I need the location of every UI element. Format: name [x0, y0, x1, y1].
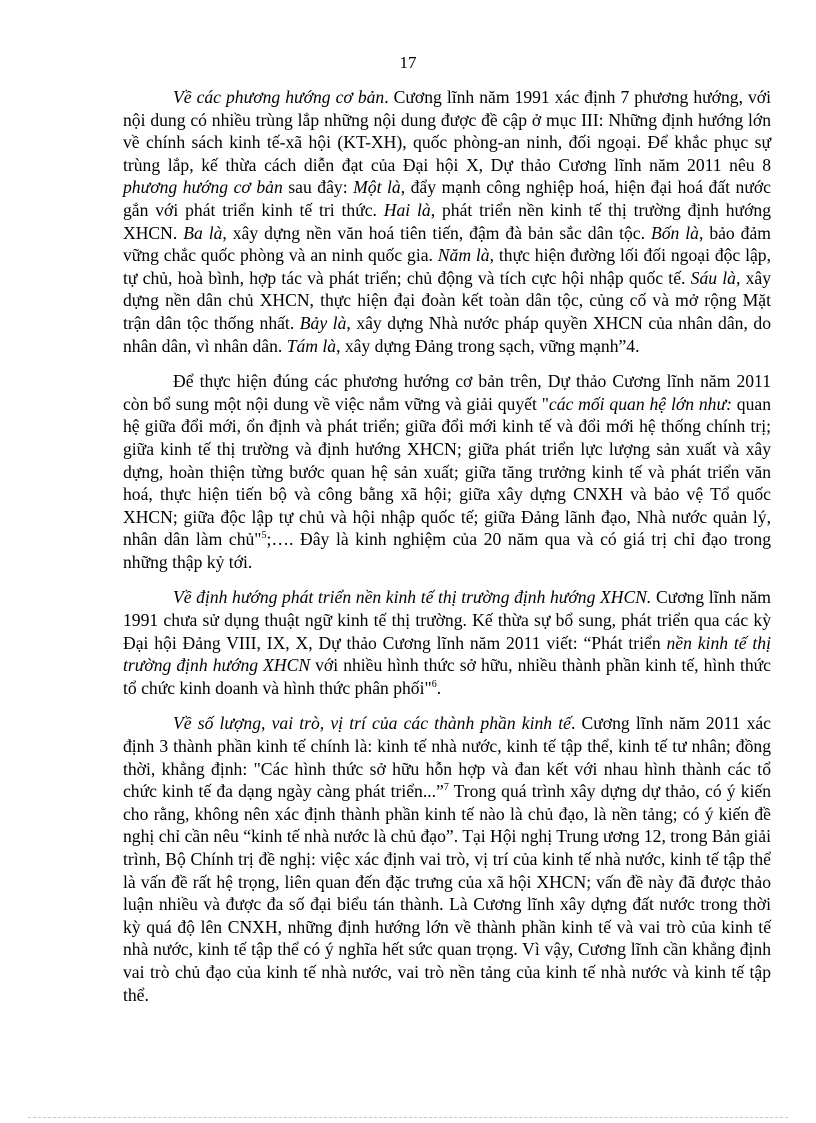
italic-text: Bốn là	[650, 222, 699, 243]
italic-text: nền kinh tế thị trường định hướng XHCN	[123, 632, 771, 676]
text-run: sau đây:	[282, 177, 354, 198]
italic-text: các mối quan hệ lớn như:	[548, 393, 732, 414]
document-body	[123, 86, 771, 1019]
italic-text: Năm là	[437, 245, 490, 266]
text-run: , xây dựng nền văn hoá tiên tiến, đậm đà bản sắc dân tộc.	[222, 222, 651, 243]
italic-text: Tám là	[286, 335, 337, 356]
italic-heading: Về định hướng phát triển nền kinh tế thị trường định hướng XHCN.	[173, 587, 652, 608]
text-run: , xây dựng Nhà nước pháp quyền XHCN của nhân dân, do nhân dân, vì nhân dân.	[123, 312, 771, 356]
text-run: , bảo đảm vững chắc quốc phòng và an ninh quốc gia.	[123, 222, 771, 266]
text-run: . Cương lĩnh năm 1991 xác định 7 phương hướng, với nội dung có nhiều trùng lắp những nội dung được đề cập ở mục III: Những định hướng lớn về chính sách kinh tế-xã hội (KT-XH), quốc phòng-an ninh, đối ngoại. Để khắc phục sự trùng lắp, kế thừa cách diễn đạt của Đại hội X, Dự thảo Cương lĩnh năm 2011 nêu 8	[123, 87, 771, 175]
text-run: , xây dựng Đảng trong sạch, vững mạnh”4.	[336, 335, 640, 356]
text-run: , đẩy mạnh công nghiệp hoá, hiện đại hoá đất nước gắn với phát triển kinh tế tri thức.	[123, 177, 771, 220]
text-run: , phát triển nền kinh tế thị trường định hướng XHCN.	[123, 199, 771, 243]
italic-text: Một là	[353, 177, 401, 198]
footnote-ref[interactable]: 6	[431, 678, 437, 690]
footer-divider	[28, 1117, 788, 1118]
text-run: Cương lĩnh năm 1991 chưa sử dụng thuật ngữ kinh tế thị trường. Kế thừa sự bổ sung, phát triển qua các kỳ Đại hội Đảng VIII, IX, X, Dự thảo Cương lĩnh năm 2011 viết: “Phát triển	[123, 587, 771, 653]
text-run: , thực hiện đường lối đối ngoại độc lập, tự chủ, hoà bình, hợp tác và phát triển; chủ động và tích cực hội nhập quốc tế.	[123, 245, 771, 288]
paragraph-co-ban	[123, 86, 771, 357]
paragraph-thanh-phan-kinh-te	[123, 712, 771, 1006]
italic-text: Sáu là	[690, 267, 736, 288]
italic-text: Ba là	[183, 222, 223, 243]
text-run: . Cương lĩnh năm 2011 xác định 3 thành phần kinh tế chính là: kinh tế nhà nước, kinh tế tập thể, kinh tế tư nhân; đồng thời, khẳng định: "Các hình thức sở hữu hỗn hợp và đan kết với nhau hình thành các tổ chức kinh tế đa dạng ngày càng phát triển...”	[123, 713, 771, 802]
italic-heading: Về số lượng, vai trò, vị trí của các thành phần kinh tế	[173, 713, 571, 734]
text-run: quan hệ giữa đổi mới, ổn định và phát triển; giữa đổi mới kinh tế và đổi mới hệ thống chính trị; giữa kinh tế thị trường và định hướng XHCN; giữa phát triển lực lượng sản xuất và xây dựng, hoàn thiện từng bước quan hệ sản xuất; giữa tăng trưởng kinh tế và phát triển văn hoá, thực hiện tiến bộ và công bằng xã hội; giữa xây dựng CNXH và bảo vệ Tổ quốc XHCN; giữa độc lập tự chủ và hội nhập quốc tế; giữa Đảng lãnh đạo, Nhà nước quản lý, nhân dân làm chủ"	[123, 393, 772, 550]
footnote-ref[interactable]: 5	[261, 530, 267, 542]
text-run: , xây dựng nền dân chủ XHCN, thực hiện đại đoàn kết toàn dân tộc, củng cố và mở rộng Mặt trận dân tộc thống nhất.	[123, 267, 771, 333]
footnote-ref[interactable]: 7	[443, 782, 449, 794]
italic-text: Hai là	[383, 199, 431, 220]
italic-text: Bảy là	[299, 312, 347, 333]
text-run: .	[436, 677, 442, 698]
text-run: Để thực hiện đúng các phương hướng cơ bản trên, Dự thảo Cương lĩnh năm 2011 còn bổ sung một nội dung về việc nắm vững và giải quyết "	[123, 371, 771, 414]
italic-text: phương hướng cơ bản	[123, 177, 283, 198]
text-run: Trong quá trình xây dựng dự thảo, có ý kiến cho rằng, không nên xác định thành phần kinh tế nào là chủ đạo, là nền tảng; có ý kiến đề nghị chỉ cần nêu “kinh tế nhà nước là chủ đạo”. Tại Hội nghị Trung ương 12, trong Bản giải trình, Bộ Chính trị đề nghị: việc xác định vai trò, vị trí của kinh tế nhà nước, kinh tế tập thể là vấn đề rất hệ trọng, liên quan đến đặc trưng của xã hội XHCN; vấn đề này đã được thảo luận nhiều và được đa số đại biểu tán thành. Là Cương lĩnh xây dựng đất nước trong thời kỳ quá độ lên CNXH, những định hướng lớn về thành phần kinh tế và vai trò của kinh tế nhà nước, kinh tế tập thể có ý nghĩa hết sức quan trọng. Vì vậy, Cương lĩnh cần khẳng định vai trò chủ đạo của kinh tế nhà nước, vai trò nền tảng của kinh tế nhà nước và kinh tế tập thể.	[123, 781, 771, 1005]
page-number: 17	[399, 53, 417, 72]
text-run: với nhiều hình thức sở hữu, nhiều thành phần kinh tế, hình thức tổ chức kinh doanh và hình thức phân phối"	[123, 655, 771, 698]
text-run: ;…. Đây là kinh nghiệm của 20 năm qua và có giá trị chỉ đạo trong những thập kỷ tới.	[123, 529, 772, 572]
paragraph-moi-quan-he	[123, 370, 771, 573]
italic-heading: Về các phương hướng cơ bản	[173, 87, 385, 107]
paragraph-kinh-te-thi-truong	[123, 586, 771, 699]
